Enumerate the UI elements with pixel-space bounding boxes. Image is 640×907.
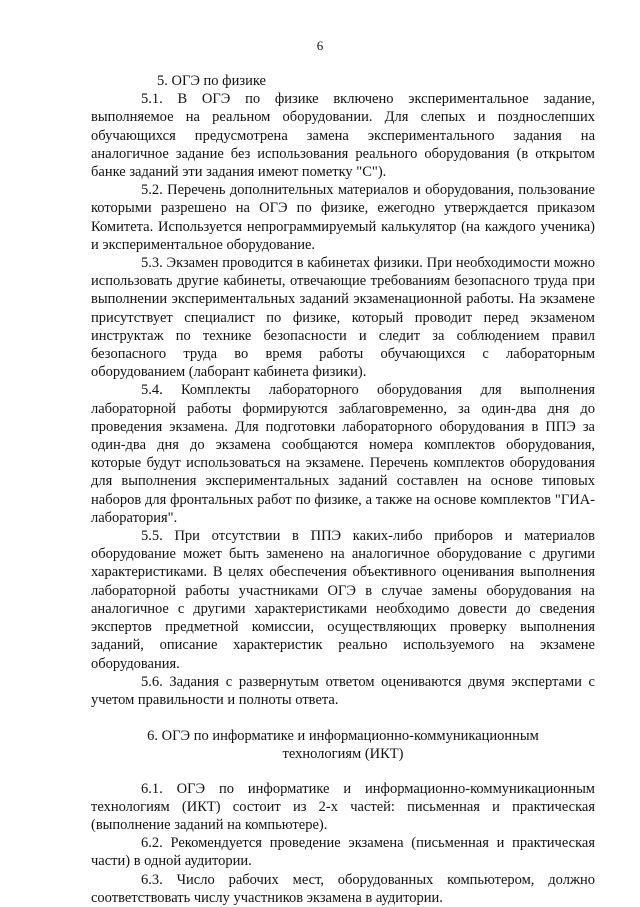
- section-5-heading: 5. ОГЭ по физике: [157, 73, 266, 89]
- paragraph-6-3: 6.3. Число рабочих мест, оборудованных компьютером, должно соответствовать числу участников экзамена в аудитории.: [91, 871, 595, 906]
- paragraph-5-4: 5.4. Комплекты лабораторного оборудования для выполнения лабораторной работы формируются заблаговременно, за один-два дня до проведения экзамена. Для подготовки лабораторного оборудования в ППЭ за один-два дня до экзамена сообщаются номера комплектов оборудования, которые будут использоваться на экзамене. Перечень комплектов оборудования для выполнения экспериментальных заданий составлен на основе типовых наборов для фронтальных работ по физике, а также на основе комплектов "ГИА-лаборатория".: [91, 382, 595, 526]
- document-body: [91, 72, 595, 907]
- section-6-heading-line-2: технологиям (ИКТ): [282, 746, 404, 763]
- paragraph-5-5: 5.5. При отсутствии в ППЭ каких-либо приборов и материалов оборудование может быть заменено на аналогичное оборудование с другими характеристиками. В целях обеспечения объективного оценивания выполнения лабораторной работы участниками ОГЭ в случае замены оборудования на аналогичное с другими характеристиками необходимо довести до сведения экспертов предметной комиссии, осуществляющих проверку выполнения заданий, описание характеристик реально используемого на экзамене оборудования.: [91, 528, 595, 672]
- paragraph-5-6: 5.6. Задания с развернутым ответом оцениваются двумя экспертами с учетом правильности и полноты ответа.: [91, 673, 595, 708]
- paragraph-5-1: 5.1. В ОГЭ по физике включено экспериментальное задание, выполняемое на реальном оборудовании. Для слепых и позднослепших обучающихся предусмотрена замена экспериментального задания на аналогичное задание без использования реального оборудования (в открытом банке заданий эти задания имеют пометку "С").: [91, 91, 595, 181]
- paragraph-6-2: 6.2. Рекомендуется проведение экзамена (письменная и практическая части) в одной аудитории.: [91, 835, 595, 870]
- paragraph-5-3: 5.3. Экзамен проводится в кабинетах физики. При необходимости можно использовать другие кабинеты, отвечающие требованиям безопасного труда при выполнении экспериментальных заданий экзаменационной работы. На экзамене присутствует специалист по физике, который проводит перед экзаменом инструктаж по технике безопасности и следит за соблюдением правил безопасного труда во время работы обучающихся с лабораторным оборудованием (лаборант кабинета физики).: [91, 255, 595, 381]
- paragraph-6-1: 6.1. ОГЭ по информатике и информационно-коммуникационным технологиям (ИКТ) состоит из 2-х частей: письменная и практическая (выполнение заданий на компьютере).: [91, 780, 595, 833]
- page-number: 6: [316, 38, 324, 53]
- section-6-heading-line-1: 6. ОГЭ по информатике и информационно-коммуникационным: [147, 728, 539, 745]
- paragraph-5-2: 5.2. Перечень дополнительных материалов и оборудования, пользование которыми разрешено на ОГЭ по физике, ежегодно утверждается приказом Комитета. Используется непрограммируемый калькулятор (на каждого ученика) и экспериментальное оборудование.: [91, 182, 595, 253]
